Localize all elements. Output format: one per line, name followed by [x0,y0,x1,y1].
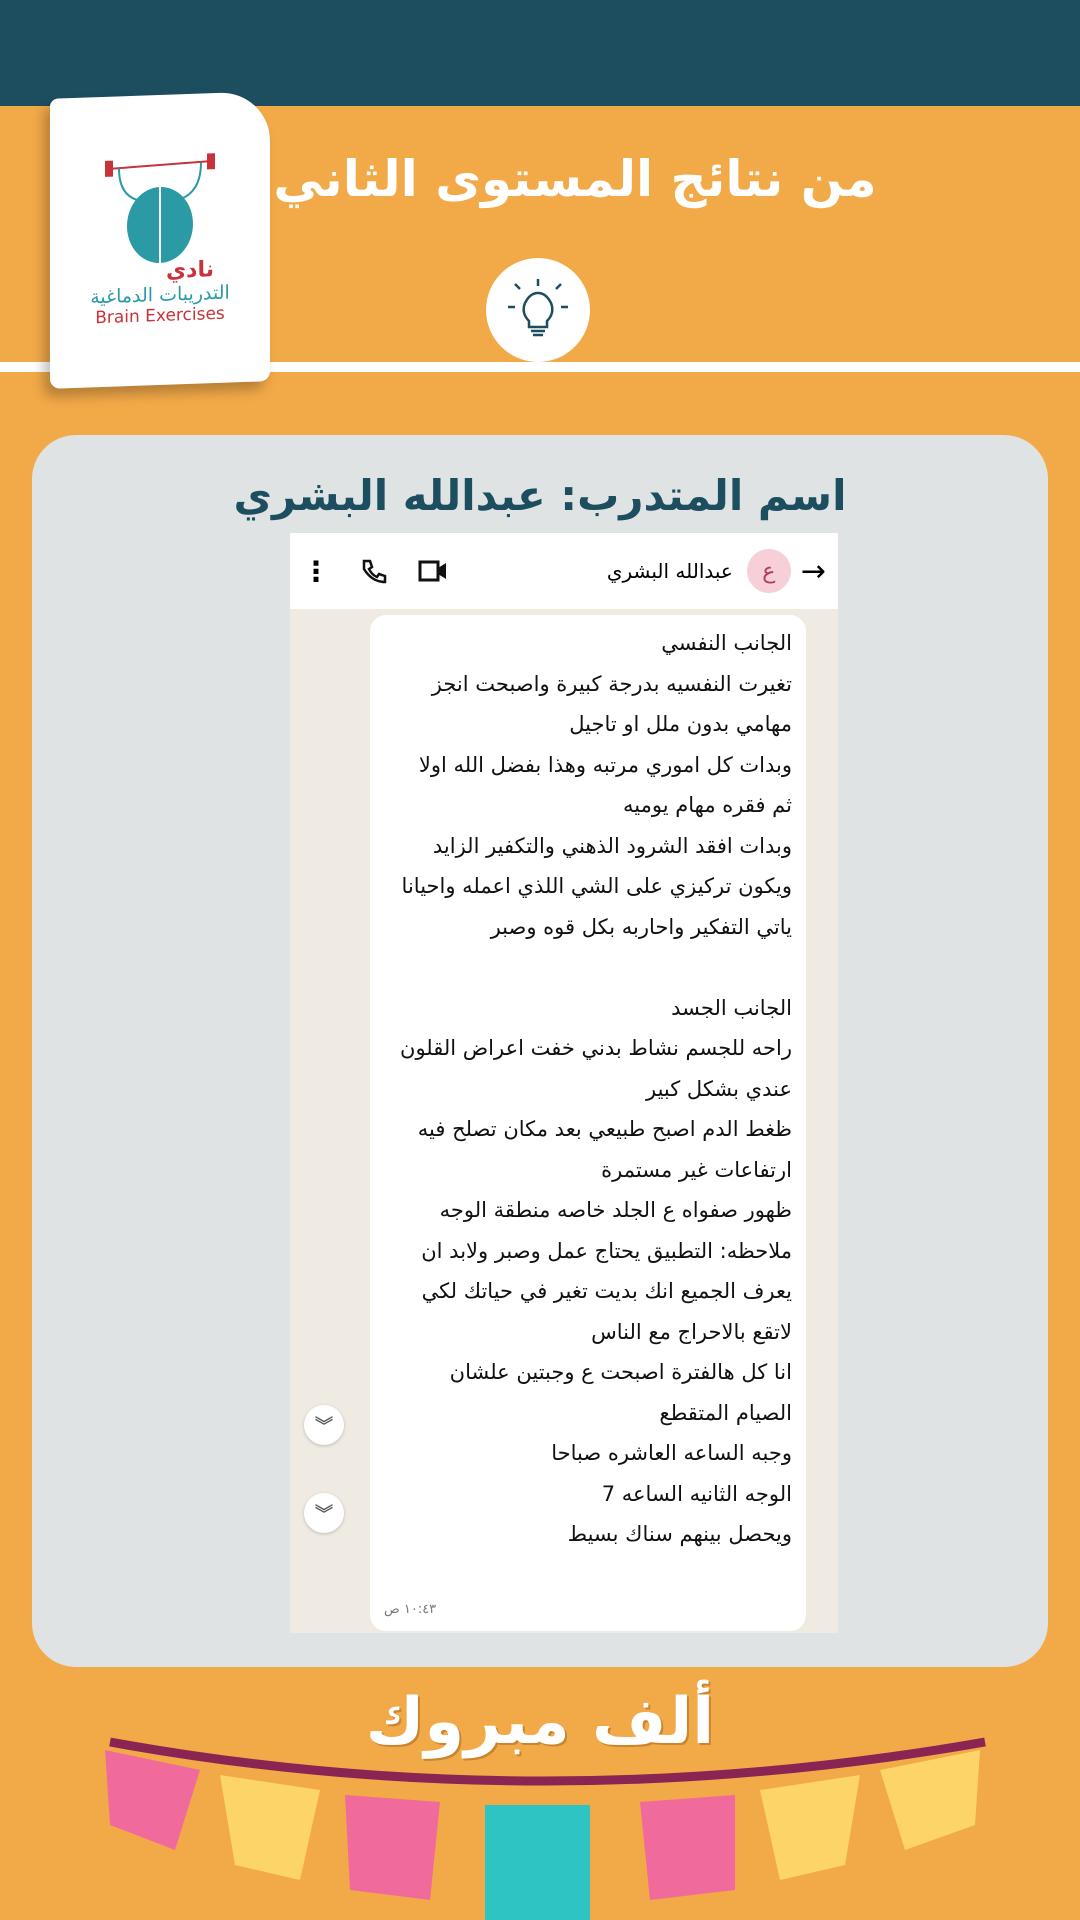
message-line: الوجه الثانيه الساعه 7 [601,1481,792,1506]
message-line: يعرف الجميع انك بديت تغير في حياتك لكي [421,1279,792,1303]
trainee-name-title: اسم المتدرب: عبدالله البشري [233,471,847,520]
message-line: ياتي التفكير واحاربه بكل قوه وصبر [490,914,792,939]
message-line: عندي بشكل كبير [645,1076,792,1101]
message-line: وجبه الساعه العاشره صباحا [551,1441,792,1465]
message-line: الجانب النفسي [661,631,792,655]
message-line: تغيرت النفسيه بدرجة كبيرة واصبحت انجز [431,671,792,696]
chat-header [290,533,838,609]
result-card [32,435,1048,1667]
message-line: الصيام المتقطع [659,1400,792,1425]
lightbulb-icon [486,258,590,362]
scroll-down-icon[interactable]: ︾ [304,1405,344,1445]
message-line: ويكون تركيزي على الشي اللذي اعمله واحيانا [401,874,792,898]
message-line: ظهور صفواه ع الجلد خاصه منطقة الوجه [439,1198,792,1222]
message-line: لاتقع بالاحراج مع الناس [591,1319,792,1344]
message-line: ملاحظه: التطبيق يحتاج عمل وصبر ولابد ان [421,1238,792,1263]
bunting-decoration [0,1730,1080,1920]
video-call-icon[interactable] [418,560,448,582]
message-line: الجانب الجسد [671,995,792,1020]
message-line: وبدات كل اموري مرتبه وهذا بفضل الله اولا [418,752,792,777]
chat-screenshot [290,533,838,1633]
message-line: ثم فقره مهام يوميه [623,793,792,817]
message-bubble [370,615,806,1631]
scroll-down-icon[interactable]: ︾ [304,1493,344,1533]
logo-text-nadi: نادي [166,257,214,284]
message-time: ١٠:٤٣ ص [384,1602,437,1617]
logo-text-english: Brain Exercises [95,303,225,329]
message-line: مهامي بدون ملل او تاجيل [569,712,792,736]
brain-lifting-icon [95,153,225,268]
message-line: ارتفاعات غير مستمرة [601,1157,792,1182]
brain-exercises-logo [50,91,270,389]
more-options-icon[interactable]: ⋮ [302,554,330,588]
contact-name[interactable]: عبدالله البشري [606,559,733,583]
message-line: ظغط الدم اصبح طبيعي بعد مكان تصلح فيه [417,1117,792,1141]
avatar[interactable]: ع [747,549,791,593]
message-line [384,947,792,988]
congrats-text: ألف مبروك [365,1685,715,1759]
arrow-right-icon[interactable]: → [800,553,826,589]
phone-icon[interactable] [360,557,388,585]
logo-text-arabic: التدريبات الدماغية [90,281,230,309]
top-bar [0,0,1080,106]
message-line: ويحصل بينهم سناك بسيط [567,1522,792,1546]
message-line: راحه للجسم نشاط بدني خفت اعراض القلون [400,1036,792,1060]
message-line: وبدات افقد الشرود الذهني والتكفير الزايد [432,833,792,858]
page-title: من نتائج المستوى الثاني [273,150,877,208]
message-line: انا كل هالفترة اصبحت ع وجبتين علشان [449,1360,792,1384]
